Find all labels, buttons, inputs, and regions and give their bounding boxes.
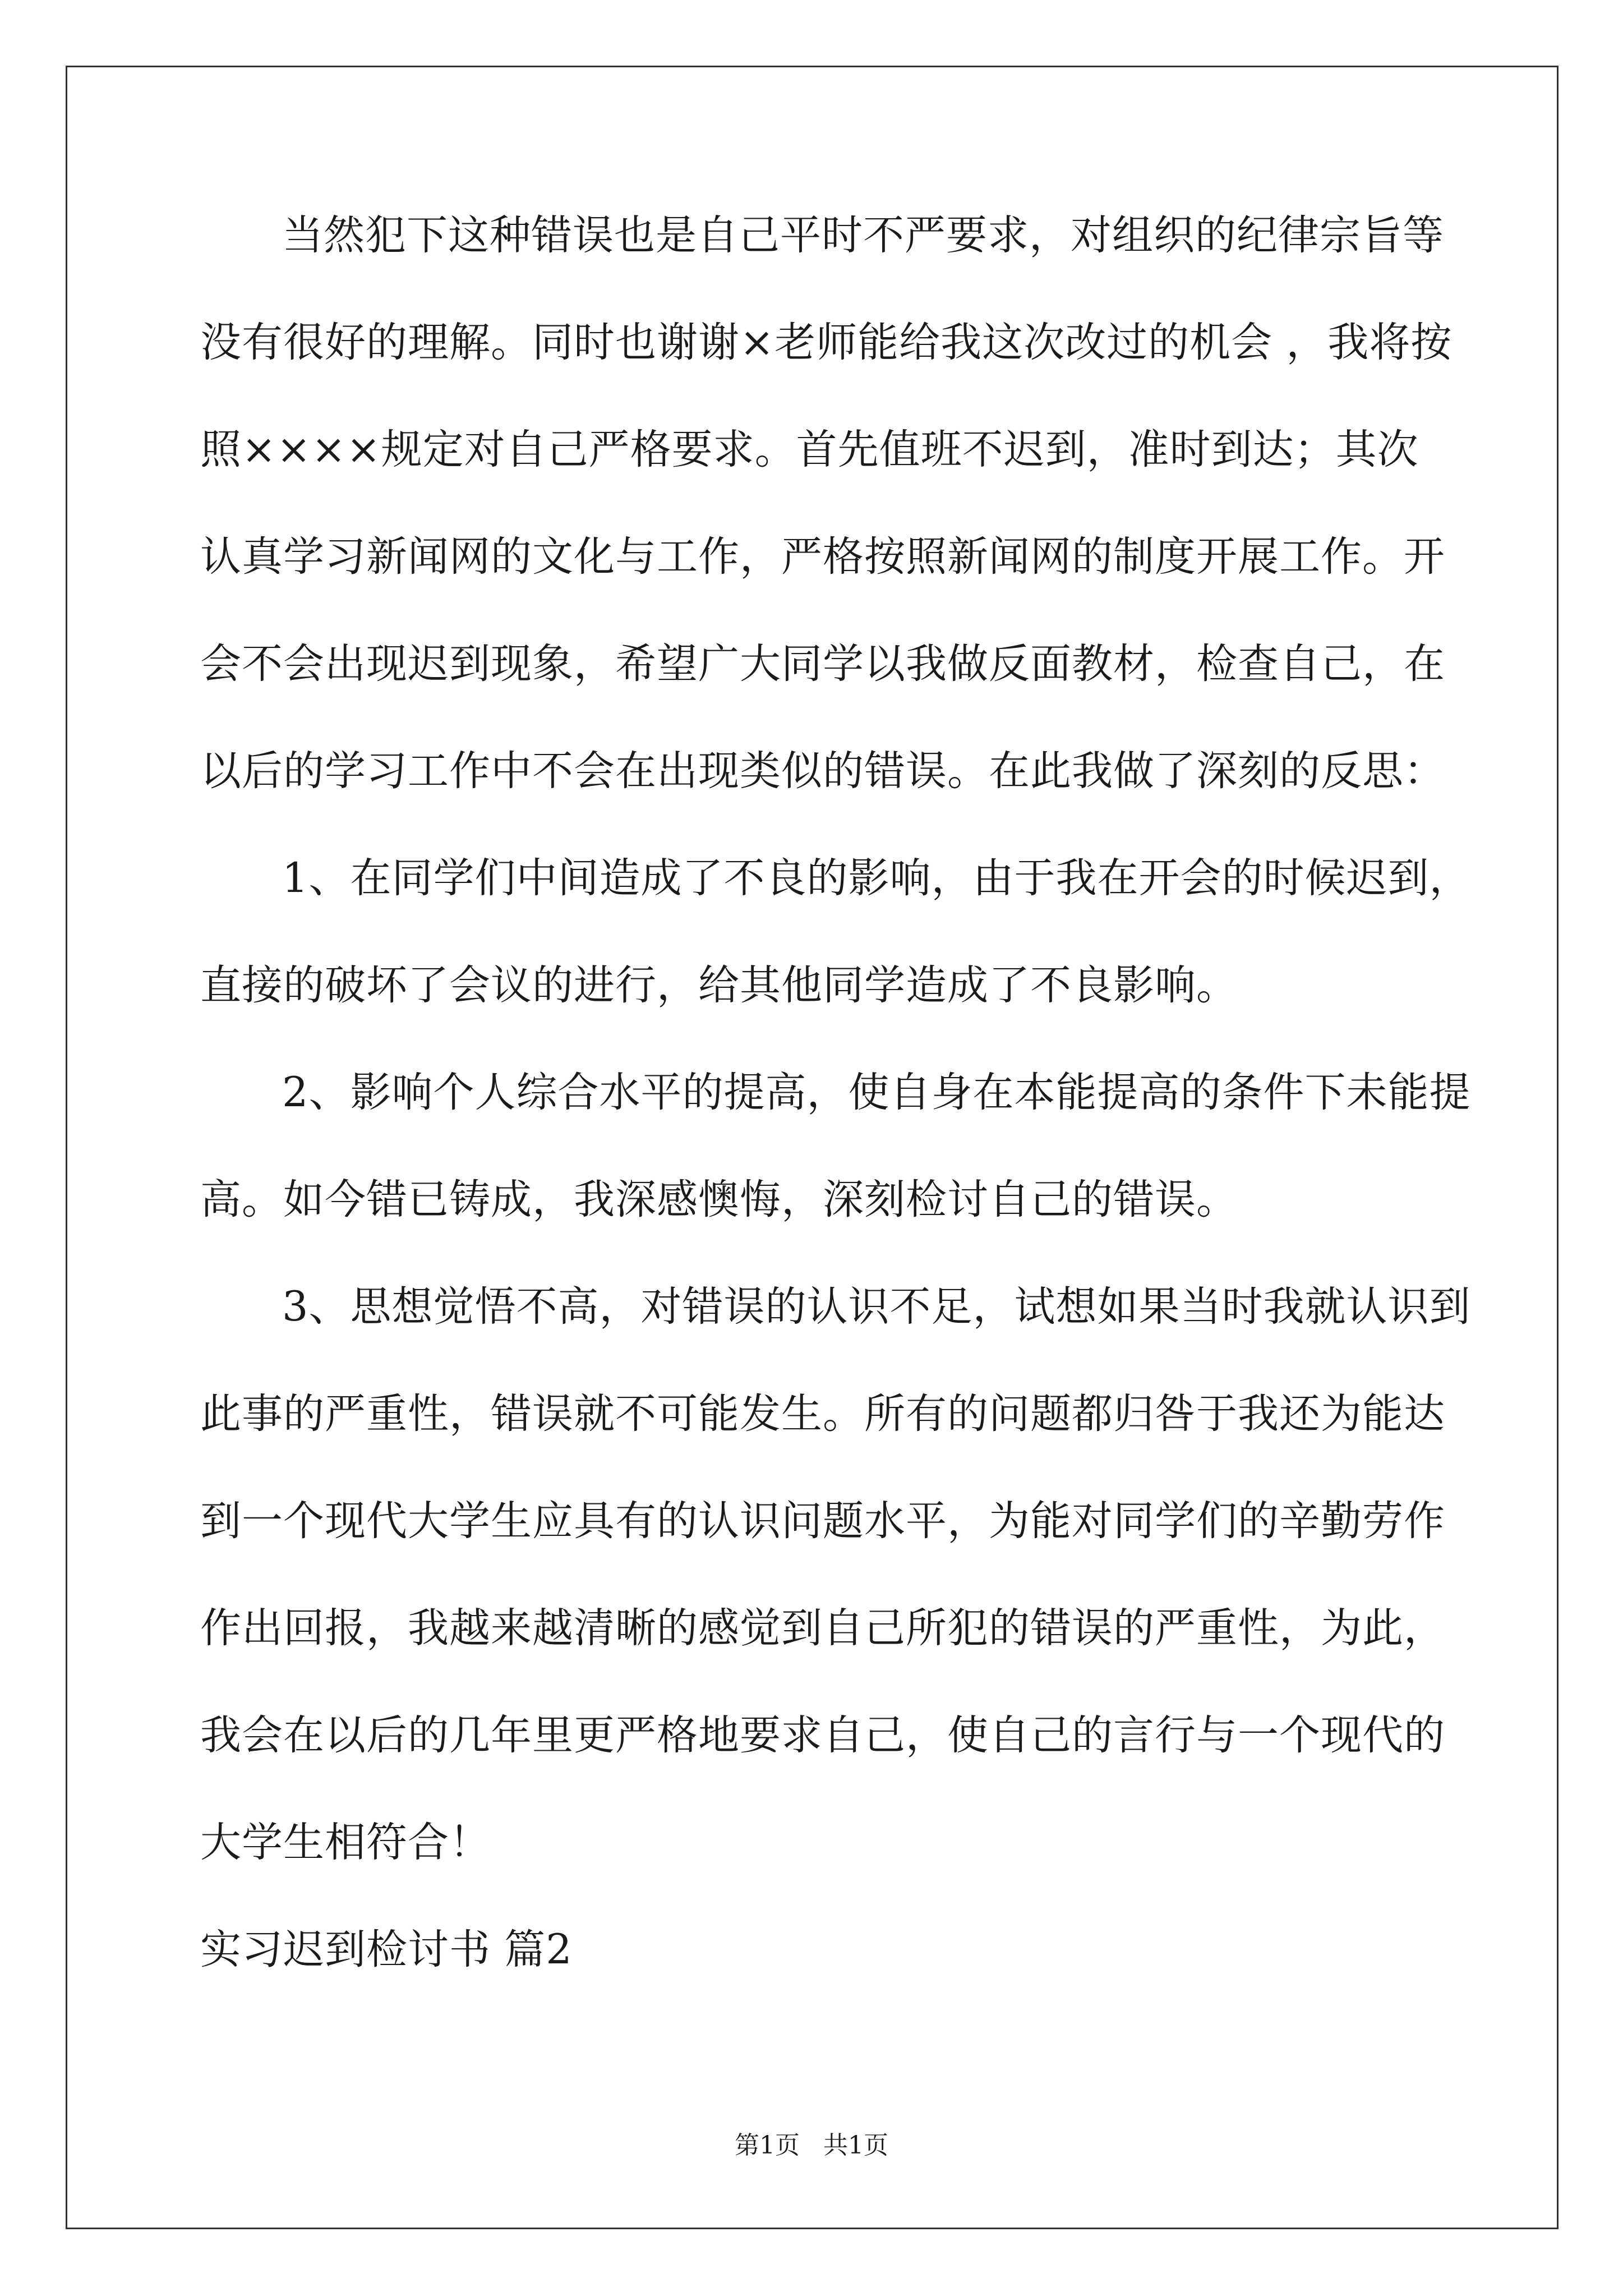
paragraph-line: 以后的学习工作中不会在出现类似的错误。在此我做了深刻的反思：: [200, 747, 1445, 795]
paragraph-line: 当然犯下这种错误也是自己平时不严要求，对组织的纪律宗旨等: [282, 211, 1444, 259]
page-number-footer: 第1页 共1页: [735, 2131, 888, 2160]
list-item-line: 高。如今错已铸成，我深感懊悔，深刻检讨自己的错误。: [200, 1176, 1238, 1223]
list-item-line: 此事的严重性，错误就不可能发生。所有的问题都归咎于我还为能达: [200, 1390, 1445, 1438]
list-item-line: 3、思想觉悟不高，对错误的认识不足，试想如果当时我就认识到: [282, 1283, 1471, 1331]
list-item-line: 到一个现代大学生应具有的认识问题水平，为能对同学们的辛勤劳作: [200, 1497, 1445, 1545]
list-item-line: 1、在同学们中间造成了不良的影响，由于我在开会的时候迟到，: [282, 854, 1471, 902]
section-heading: 实习迟到检讨书 篇2: [200, 1926, 573, 1973]
list-item-line: 我会在以后的几年里更严格地要求自己，使自己的言行与一个现代的: [200, 1711, 1445, 1759]
list-item-line: 2、影响个人综合水平的提高，使自身在本能提高的条件下未能提: [282, 1069, 1471, 1116]
list-item-line: 作出回报，我越来越清晰的感觉到自己所犯的错误的严重性，为此，: [200, 1604, 1445, 1652]
paragraph-line: 认真学习新闻网的文化与工作，严格按照新闻网的制度开展工作。开: [200, 533, 1445, 581]
list-item-line: 直接的破坏了会议的进行，给其他同学造成了不良影响。: [200, 961, 1238, 1009]
paragraph-line: 会不会出现迟到现象，希望广大同学以我做反面教材，检查自己，在: [200, 640, 1445, 688]
paragraph-line: 没有很好的理解。同时也谢谢×老师能给我这次改过的机会 ，我将按: [200, 319, 1453, 366]
paragraph-line: 照××××规定对自己严格要求。首先值班不迟到，准时到达；其次: [200, 426, 1419, 473]
page-border: [66, 66, 1559, 2229]
list-item-line: 大学生相符合！: [200, 1819, 491, 1866]
